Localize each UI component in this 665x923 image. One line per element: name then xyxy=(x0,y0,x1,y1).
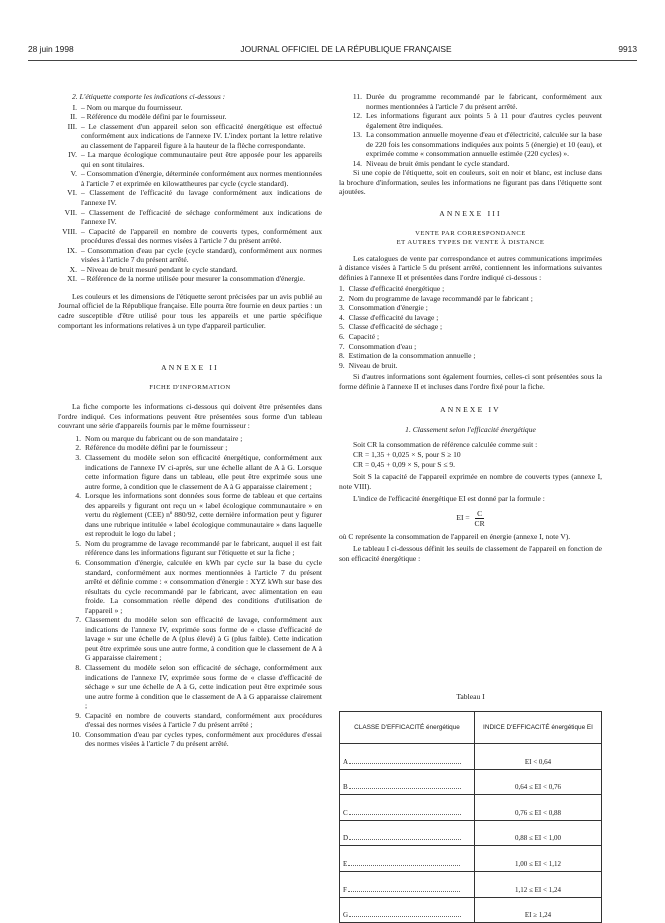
energy-class-letter: F xyxy=(343,885,347,894)
list-item xyxy=(58,188,322,207)
list-item-number: 11. xyxy=(352,92,362,101)
table-cell-index: EI ≥ 1,24 xyxy=(475,897,602,923)
dotted-leader xyxy=(349,839,461,840)
list-item xyxy=(339,361,602,371)
list-item xyxy=(339,284,602,294)
list-item-number: 2. xyxy=(75,443,81,453)
list-item xyxy=(58,663,322,711)
list-item xyxy=(339,303,602,313)
fiche-items-list-continued xyxy=(339,92,602,168)
annex-iv-capacity-text: Soit S la capacité de l'appareil exprimée en nombre de couverts types (annexe I, note VIII). xyxy=(339,472,602,491)
dotted-leader xyxy=(349,763,461,764)
list-item xyxy=(339,111,602,130)
list-item-text: – Référence du modèle défini par le fournisseur. xyxy=(81,112,227,122)
annex-ii-title: ANNEXE II xyxy=(161,363,219,373)
list-item-number: VI. xyxy=(67,188,77,198)
annex-iv-index-text: L'indice de l'efficacité énergétique EI est donné par la formule : xyxy=(353,494,545,504)
list-item-text: Consommation d'énergie ; xyxy=(348,303,428,313)
table-row xyxy=(340,769,602,795)
formula-ei xyxy=(339,509,602,528)
list-item xyxy=(58,227,322,246)
list-item xyxy=(58,246,322,265)
annex-iv-subtitle: 1. Classement selon l'efficacité énergétique xyxy=(405,424,536,434)
list-item-text: – Niveau de bruit mesuré pendant le cycle standard. xyxy=(81,264,238,274)
list-item-number: II. xyxy=(70,112,77,122)
list-item-text: La consommation annuelle moyenne d'eau et d'électricité, calculée sur la base de 220 fois les consommations indiquées aux points 5 (énergie) et 10 (eau), et exprimée comme « consommation annuelle estimée (220 cycles) ». xyxy=(366,130,602,159)
table-cell-class xyxy=(340,795,475,821)
table-cell-index: 1,12 ≤ EI < 1,24 xyxy=(475,871,602,897)
dotted-leader xyxy=(349,814,461,815)
list-item-number: 4. xyxy=(75,491,81,501)
table-cell-class xyxy=(340,897,475,923)
table-i-section xyxy=(339,692,602,923)
list-item xyxy=(58,443,322,453)
energy-class-letter: G xyxy=(343,911,349,920)
list-item-text: Consommation d'énergie, calculée en kWh par cycle sur la base du cycle standard, conformément aux normes mentionnées à l'article 7 du présent arrêté et définie comme : « consommation d'énergie : XYZ kWh sur base des résultats du cycle recommandé par le fabricant, avec alimentation en eau froide. La consommation réelle dépend des conditions d'utilisation de l'appareil » ; xyxy=(85,557,322,615)
list-item-text: – Classement de l'efficacité du lavage conformément aux indications de l'annexe IV. xyxy=(81,188,322,208)
energy-class-letter: B xyxy=(343,783,348,792)
list-item xyxy=(58,265,322,275)
annex-iii-intro: Les catalogues de vente par correspondance et autres communications imprimées à distance visées à l'article 5 du présent arrêté, contiennent les informations suivantes définies à l'annexe II et présentées dans l'ordre indiqué ci-dessous : xyxy=(339,253,602,282)
list-item-text: Capacité ; xyxy=(348,332,380,342)
list-item xyxy=(339,342,602,352)
list-item xyxy=(58,491,322,539)
list-item xyxy=(339,294,602,304)
list-item-number: IX. xyxy=(67,245,77,255)
list-item-text: Estimation de la consommation annuelle ; xyxy=(348,351,476,361)
list-item-text: Nom du programme de lavage recommandé par le fabricant ; xyxy=(348,293,533,303)
list-item xyxy=(58,112,322,122)
table-row xyxy=(340,820,602,846)
dotted-leader xyxy=(348,891,460,892)
energy-class-table xyxy=(339,711,602,923)
page-header xyxy=(28,44,637,61)
list-item-number: 12. xyxy=(352,111,362,121)
list-item-text: Lorsque les informations sont données sous forme de tableau et que certains des appareils y figurant ont reçu un « label écologique communautaire » en vertu du règlement (CEE) nº 880/92, cette dernière information peut y figurer dans une rubrique intitulée « label écologique communautaire » dans laquelle est reproduit le logo du label ; xyxy=(85,491,322,539)
annex-iii-items-list xyxy=(339,284,602,370)
list-item xyxy=(58,150,322,169)
list-item-text: Classement du modèle selon son efficacité de séchage, conformément aux indications de l'annexe IV, exprimée sous forme de « classe d'efficacité de séchage » sur une échelle de A à G, cette indication peut être exprimée sous une autre forme à condition que le classement de A à G apparaisse clairement ; xyxy=(85,662,322,711)
table-cell-index: 1,00 ≤ EI < 1,12 xyxy=(475,846,602,872)
list-item-text: – La marque écologique communautaire peut être apposée pour les appareils qui en sont titulaires. xyxy=(81,150,322,169)
list-item-number: XI. xyxy=(67,274,77,284)
formula-cr-small: CR = 0,45 + 0,09 × S, pour S ≤ 9. xyxy=(353,459,456,469)
list-item-number: 6. xyxy=(339,332,345,342)
list-item-number: 9. xyxy=(339,360,345,370)
list-item-text: Nom du programme de lavage recommandé par le fabricant, auquel il est fait référence dans les informations figurant sur l'étiquette et sur la fiche ; xyxy=(85,538,322,558)
list-item-text: Classe d'efficacité du lavage ; xyxy=(348,312,439,322)
list-item xyxy=(58,122,322,151)
list-item-text: Classe d'efficacité de séchage ; xyxy=(348,322,443,332)
formula-ei-left: EI = xyxy=(456,512,470,522)
energy-class-letter: A xyxy=(343,757,349,766)
header-date: 28 juin 1998 xyxy=(28,44,74,54)
list-item-text: Durée du programme recommandé par le fabricant, conformément aux normes mentionnées à l'article 7 du présent arrêté. xyxy=(366,92,602,111)
list-item-number: 14. xyxy=(352,158,362,168)
formula-ei-denominator: CR xyxy=(474,518,485,528)
right-column xyxy=(339,92,602,563)
list-item-text: Nom ou marque du fabricant ou de son mandataire ; xyxy=(85,433,243,443)
list-item xyxy=(339,92,602,111)
list-item-number: 2. xyxy=(339,293,345,303)
list-item-number: V. xyxy=(70,169,77,179)
list-item-text: Capacité en nombre de couverts standard, conformément aux procédures d'essai des normes visées à l'article 7 du présent arrêté ; xyxy=(85,710,322,730)
list-item xyxy=(58,169,322,188)
list-item-text: Classe d'efficacité énergétique ; xyxy=(348,284,445,294)
list-item-number: 9. xyxy=(75,710,81,720)
table-cell-index: 0,88 ≤ EI < 1,00 xyxy=(475,820,602,846)
list-item xyxy=(58,274,322,284)
table-row xyxy=(340,897,602,923)
list-item-text: Consommation d'eau ; xyxy=(348,341,417,351)
annex-iii-subtitle-2: ET AUTRES TYPES DE VENTE À DISTANCE xyxy=(396,239,545,247)
copy-paragraph: Si une copie de l'étiquette, soit en couleurs, soit en noir et blanc, est incluse dans la brochure d'information, seules les informations ne figurant pas dans l'étiquette sont ajoutées. xyxy=(339,168,602,197)
list-item xyxy=(58,208,322,227)
label-section-intro: 2. L'étiquette comporte les indications ci-dessous : xyxy=(72,92,226,101)
table-cell-index: 0,64 ≤ EI < 0,76 xyxy=(475,769,602,795)
table-cell-index: EI < 0,64 xyxy=(475,744,602,770)
list-item xyxy=(339,322,602,332)
list-item-number: 4. xyxy=(339,312,345,322)
list-item xyxy=(339,159,602,169)
list-item xyxy=(58,434,322,444)
list-item xyxy=(339,130,602,159)
list-item xyxy=(58,453,322,491)
table-cell-class xyxy=(340,744,475,770)
list-item-number: 5. xyxy=(339,322,345,332)
list-item xyxy=(58,615,322,663)
list-item-text: – Nom ou marque du fournisseur. xyxy=(81,102,183,112)
energy-class-letter: C xyxy=(343,808,348,817)
list-item xyxy=(58,558,322,615)
list-item-number: 13. xyxy=(352,130,362,140)
list-item xyxy=(339,351,602,361)
list-item-text: – Le classement d'un appareil selon son efficacité énergétique est effectué conformément aux indications de l'annexe IV. L'index portant la lettre relative au classement de l'appareil figure à la hauteur de la flèche correspondante. xyxy=(81,121,322,150)
list-item-number: 7. xyxy=(339,341,345,351)
formula-ei-fraction xyxy=(475,509,485,528)
table-cell-class xyxy=(340,820,475,846)
list-item-number: 7. xyxy=(75,615,81,625)
list-item-text: – Référence de la norme utilisée pour mesurer la consommation d'énergie. xyxy=(81,274,305,284)
list-item-number: 1. xyxy=(339,284,345,294)
list-item-text: – Consommation d'énergie, déterminée conformément aux normes mentionnées à l'article 7 et exprimée en kilowattheures par cycle (cycle standard). xyxy=(81,169,322,188)
formula-cr-large: CR = 1,35 + 0,025 × S, pour S ≥ 10 xyxy=(353,449,461,459)
list-item-text: – Capacité de l'appareil en nombre de couverts types, conformément aux procédures d'essai des normes visées à l'article 7 du présent arrêté. xyxy=(81,226,322,246)
dotted-leader xyxy=(348,865,460,866)
label-indications-list xyxy=(58,103,322,284)
table-row xyxy=(340,871,602,897)
list-item-text: Classement du modèle selon son efficacité de lavage, conformément aux indications de l'annexe IV, exprimée sous forme de « classe d'efficacité de lavage » sur une échelle de A (plus élevé) à G (plus faible). Cette indication peut être exprimée sous une autre forme, à condition que le classement de A à G apparaisse clairement ; xyxy=(85,615,322,663)
list-item-number: I. xyxy=(72,102,77,112)
list-item-number: 1. xyxy=(75,433,81,443)
list-item-number: IV. xyxy=(68,150,77,160)
table-i-title: Tableau I xyxy=(456,692,485,701)
list-item-number: 8. xyxy=(339,351,345,361)
list-item xyxy=(339,332,602,342)
table-cell-index: 0,76 ≤ EI < 0,88 xyxy=(475,795,602,821)
list-item-number: VIII. xyxy=(62,226,77,236)
left-column xyxy=(58,92,322,749)
list-item-text: Les informations figurant aux points 5 à 11 pour d'autres cycles peuvent également être indiquées. xyxy=(366,111,602,130)
list-item-text: Niveau de bruit. xyxy=(348,360,398,370)
annex-iv-table-intro: Le tableau I ci-dessous définit les seuils de classement de l'appareil en fonction de son efficacité énergétique : xyxy=(339,544,602,563)
table-header-index: INDICE D'EFFICACITÉ énergétique EI xyxy=(475,712,602,744)
list-item-text: Classement du modèle selon son efficacité énergétique, conformément aux indications de l'annexe IV ci-après, sur une échelle allant de A à G. Lorsque cette information figure dans un tableau, elle peut être exprimée sous une autre forme, à condition que le classement de A à G apparaisse clairement ; xyxy=(85,452,322,491)
table-cell-class xyxy=(340,769,475,795)
table-header-class: CLASSE D'EFFICACITÉ énergétique xyxy=(340,712,475,744)
list-item xyxy=(58,711,322,730)
formula-ei-numerator: C xyxy=(477,508,483,518)
list-item-number: 6. xyxy=(75,557,81,567)
list-item-number: VII. xyxy=(64,207,77,217)
list-item xyxy=(58,730,322,749)
dotted-leader xyxy=(349,788,461,789)
dotted-leader xyxy=(349,916,461,917)
energy-class-letter: E xyxy=(343,859,348,868)
list-item-text: – Consommation d'eau par cycle (cycle standard), conformément aux normes visées à l'article 7 du présent arrêté. xyxy=(81,245,322,265)
list-item-number: 5. xyxy=(75,538,81,548)
table-row xyxy=(340,744,602,770)
annex-iv-reference-text: Soit CR la consommation de référence calculée comme suit : xyxy=(353,440,538,450)
annex-iii-title: ANNEXE III xyxy=(439,209,502,219)
annex-iv-consumption-text: où C représente la consommation de l'appareil en énergie (annexe I, note V). xyxy=(339,531,571,541)
list-item-text: Niveau de bruit émis pendant le cycle standard. xyxy=(366,158,510,168)
annex-iii-subtitle-1: VENTE PAR CORRESPONDANCE xyxy=(415,229,526,237)
colours-paragraph: Les couleurs et les dimensions de l'étiquette seront précisées par un avis publié au Journal officiel de la République française. Elle pourra être fournie en deux parties : un cadre susceptible d'être utilisé pour tous les appareils et une partie spécifique comportant les informations relatives à un type d'appareil particulier. xyxy=(58,291,322,330)
annex-ii-intro: La fiche comporte les informations ci-dessous qui doivent être présentées dans l'ordre indiqué. Ces informations peuvent être présentées sous forme d'un tableau couvrant une série d'appareils fournis par le même fournisseur : xyxy=(58,402,322,431)
table-cell-class xyxy=(340,846,475,872)
header-journal-title: JOURNAL OFFICIEL DE LA RÉPUBLIQUE FRANÇAISE xyxy=(240,44,452,54)
list-item-text: Consommation d'eau par cycles types, conformément aux procédures d'essai des normes visées à l'article 7 du présent arrêté. xyxy=(85,729,322,749)
list-item-number: 8. xyxy=(75,662,81,672)
table-cell-class xyxy=(340,871,475,897)
table-row xyxy=(340,795,602,821)
annex-ii-subtitle: FICHE D'INFORMATION xyxy=(149,383,231,391)
list-item-number: X. xyxy=(69,264,77,274)
list-item-number: III. xyxy=(67,121,77,131)
list-item-number: 10. xyxy=(71,729,81,739)
annex-iii-outro: Si d'autres informations sont également fournies, celles-ci sont présentées sous la forme définie à l'annexe II et incluses dans l'ordre fixé pour la fiche. xyxy=(339,372,602,391)
fiche-items-list xyxy=(58,434,322,749)
energy-class-letter: D xyxy=(343,834,349,843)
list-item xyxy=(339,313,602,323)
list-item-number: 3. xyxy=(339,303,345,313)
list-item-number: 3. xyxy=(75,452,81,462)
annex-iv-title: ANNEXE IV xyxy=(440,405,501,415)
list-item-text: Référence du modèle défini par le fournisseur ; xyxy=(85,443,228,453)
header-page-number: 9913 xyxy=(618,44,637,54)
list-item xyxy=(58,539,322,558)
list-item xyxy=(58,103,322,113)
table-row xyxy=(340,846,602,872)
list-item-text: – Classement de l'efficacité de séchage conformément aux indications de l'annexe IV. xyxy=(81,207,322,227)
